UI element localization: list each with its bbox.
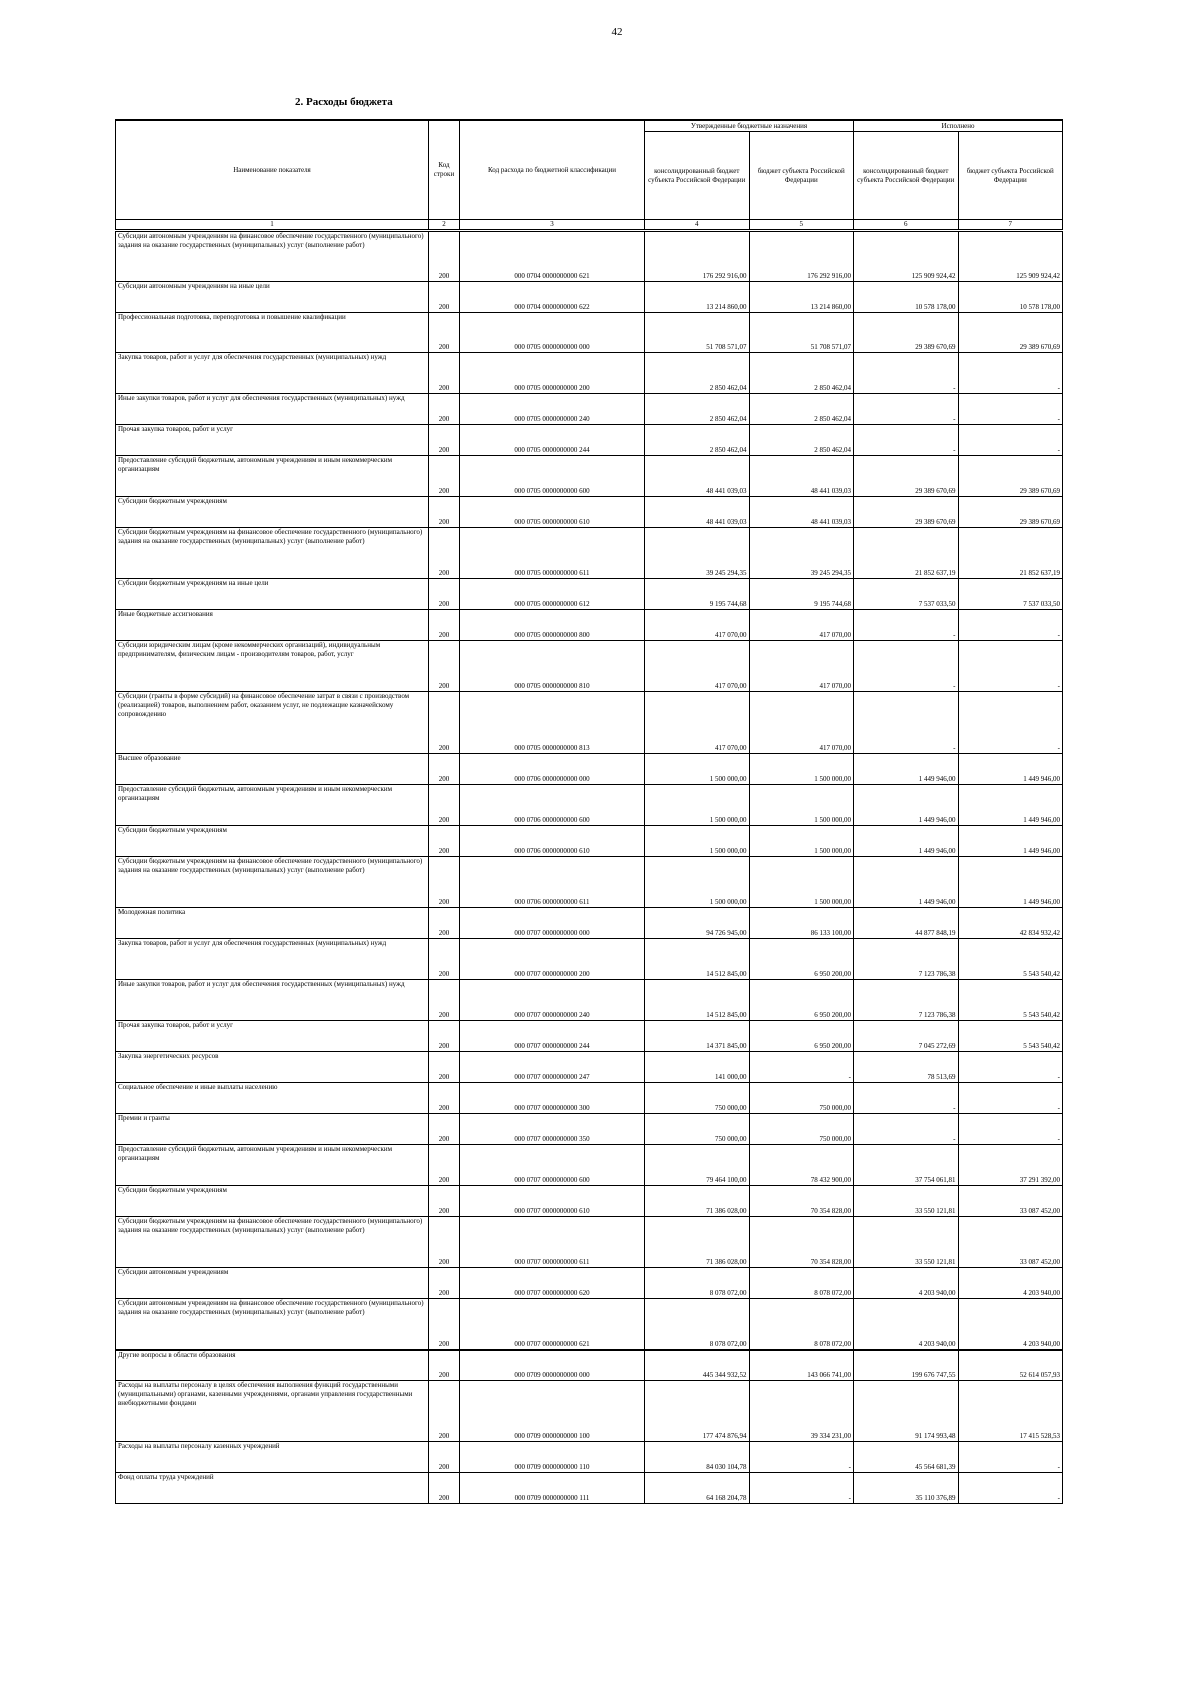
row-approved-subject: -	[749, 1052, 854, 1083]
row-kbk: 000 0709 0000000000 000	[460, 1350, 645, 1381]
column-number: 4	[645, 220, 750, 231]
row-executed-consolidated: 45 564 681,39	[854, 1442, 959, 1473]
row-name: Молодежная политика	[116, 908, 429, 939]
table-row	[116, 857, 1063, 908]
row-kbk: 000 0707 0000000000 610	[460, 1186, 645, 1217]
header-kbk: Код расхода по бюджетной классификации	[460, 120, 645, 220]
row-approved-consolidated: 79 464 100,00	[645, 1145, 750, 1186]
row-kbk: 000 0705 0000000000 244	[460, 425, 645, 456]
row-kbk: 000 0707 0000000000 244	[460, 1021, 645, 1052]
row-executed-consolidated: 10 578 178,00	[854, 282, 959, 313]
row-approved-consolidated: 176 292 916,00	[645, 231, 750, 282]
table-row	[116, 1350, 1063, 1381]
row-name: Расходы на выплаты персоналу в целях обеспечения выполнения функций государственными (муниципальными) органами, казенными учреждениями, органами управления государственными внебюджетными фондами	[116, 1381, 429, 1442]
row-executed-consolidated: 35 110 376,89	[854, 1473, 959, 1504]
row-executed-consolidated: 1 449 946,00	[854, 754, 959, 785]
row-name: Закупка товаров, работ и услуг для обеспечения государственных (муниципальных) нужд	[116, 939, 429, 980]
row-line-code: 200	[429, 1381, 460, 1442]
row-executed-consolidated: 1 449 946,00	[854, 826, 959, 857]
row-approved-subject: 6 950 200,00	[749, 1021, 854, 1052]
row-line-code: 200	[429, 1083, 460, 1114]
row-line-code: 200	[429, 1299, 460, 1350]
row-approved-consolidated: 750 000,00	[645, 1083, 750, 1114]
row-executed-consolidated: 4 203 940,00	[854, 1268, 959, 1299]
row-approved-consolidated: 64 168 204,78	[645, 1473, 750, 1504]
table-row	[116, 641, 1063, 692]
column-number: 1	[116, 220, 429, 231]
row-approved-subject: 8 078 072,00	[749, 1268, 854, 1299]
row-name: Субсидии бюджетным учреждениям	[116, 826, 429, 857]
table-row	[116, 313, 1063, 353]
row-approved-consolidated: 2 850 462,04	[645, 425, 750, 456]
row-executed-subject: 10 578 178,00	[958, 282, 1063, 313]
row-approved-consolidated: 48 441 039,03	[645, 497, 750, 528]
row-executed-subject: 29 389 670,69	[958, 497, 1063, 528]
row-approved-subject: 2 850 462,04	[749, 425, 854, 456]
row-kbk: 000 0704 0000000000 622	[460, 282, 645, 313]
row-executed-subject: 37 291 392,00	[958, 1145, 1063, 1186]
table-row	[116, 1217, 1063, 1268]
table-row	[116, 394, 1063, 425]
header-approved-group: Утвержденные бюджетные назначения	[645, 120, 854, 132]
row-executed-subject: 125 909 924,42	[958, 231, 1063, 282]
table-row	[116, 1473, 1063, 1504]
row-line-code: 200	[429, 1186, 460, 1217]
row-name: Премии и гранты	[116, 1114, 429, 1145]
row-name: Расходы на выплаты персоналу казенных учреждений	[116, 1442, 429, 1473]
row-approved-subject: 1 500 000,00	[749, 754, 854, 785]
table-row	[116, 579, 1063, 610]
row-name: Профессиональная подготовка, переподготовка и повышение квалификации	[116, 313, 429, 353]
row-executed-consolidated: 125 909 924,42	[854, 231, 959, 282]
row-line-code: 200	[429, 641, 460, 692]
row-executed-subject: 33 087 452,00	[958, 1217, 1063, 1268]
row-name: Иные бюджетные ассигнования	[116, 610, 429, 641]
row-executed-consolidated: 29 389 670,69	[854, 313, 959, 353]
row-name: Фонд оплаты труда учреждений	[116, 1473, 429, 1504]
row-approved-consolidated: 1 500 000,00	[645, 857, 750, 908]
row-executed-subject: 4 203 940,00	[958, 1299, 1063, 1350]
row-kbk: 000 0705 0000000000 611	[460, 528, 645, 579]
row-name: Субсидии бюджетным учреждениям	[116, 497, 429, 528]
row-approved-consolidated: 9 195 744,68	[645, 579, 750, 610]
row-approved-subject: 51 708 571,07	[749, 313, 854, 353]
row-approved-subject: 6 950 200,00	[749, 980, 854, 1021]
row-executed-subject: -	[958, 1114, 1063, 1145]
row-executed-consolidated: -	[854, 1083, 959, 1114]
row-kbk: 000 0705 0000000000 610	[460, 497, 645, 528]
row-line-code: 200	[429, 908, 460, 939]
row-kbk: 000 0705 0000000000 600	[460, 456, 645, 497]
row-approved-subject: 2 850 462,04	[749, 394, 854, 425]
row-kbk: 000 0705 0000000000 000	[460, 313, 645, 353]
row-approved-consolidated: 14 512 845,00	[645, 939, 750, 980]
row-executed-consolidated: 7 123 786,38	[854, 939, 959, 980]
row-approved-subject: 39 245 294,35	[749, 528, 854, 579]
row-kbk: 000 0705 0000000000 800	[460, 610, 645, 641]
row-line-code: 200	[429, 826, 460, 857]
row-name: Субсидии бюджетным учреждениям на финансовое обеспечение государственного (муниципального) задания на оказание государственных (муниципальных) услуг (выполнение работ)	[116, 528, 429, 579]
table-row	[116, 1442, 1063, 1473]
row-line-code: 200	[429, 692, 460, 754]
row-name: Субсидии (гранты в форме субсидий) на финансовое обеспечение затрат в связи с производством (реализацией) товаров, выполнением работ, оказанием услуг, не подлежащие казначейскому сопровождению	[116, 692, 429, 754]
row-executed-subject: -	[958, 1442, 1063, 1473]
row-kbk: 000 0707 0000000000 621	[460, 1299, 645, 1350]
row-executed-subject: -	[958, 394, 1063, 425]
row-executed-consolidated: 1 449 946,00	[854, 785, 959, 826]
table-row	[116, 939, 1063, 980]
row-approved-consolidated: 8 078 072,00	[645, 1299, 750, 1350]
row-approved-subject: 48 441 039,03	[749, 497, 854, 528]
row-executed-consolidated: -	[854, 353, 959, 394]
row-executed-subject: 29 389 670,69	[958, 456, 1063, 497]
table-row	[116, 1299, 1063, 1350]
table-row	[116, 1268, 1063, 1299]
table-row	[116, 1186, 1063, 1217]
row-name: Предоставление субсидий бюджетным, автономным учреждениям и иным некоммерческим организациям	[116, 456, 429, 497]
row-approved-subject: 48 441 039,03	[749, 456, 854, 497]
row-approved-consolidated: 8 078 072,00	[645, 1268, 750, 1299]
row-line-code: 200	[429, 394, 460, 425]
row-line-code: 200	[429, 939, 460, 980]
row-name: Предоставление субсидий бюджетным, автономным учреждениям и иным некоммерческим организациям	[116, 785, 429, 826]
row-line-code: 200	[429, 1021, 460, 1052]
row-line-code: 200	[429, 353, 460, 394]
row-approved-subject: 6 950 200,00	[749, 939, 854, 980]
row-kbk: 000 0706 0000000000 610	[460, 826, 645, 857]
header-line-code: Код строки	[429, 120, 460, 220]
row-executed-consolidated: -	[854, 425, 959, 456]
row-kbk: 000 0706 0000000000 600	[460, 785, 645, 826]
row-executed-subject: -	[958, 1052, 1063, 1083]
row-name: Прочая закупка товаров, работ и услуг	[116, 1021, 429, 1052]
row-name: Субсидии бюджетным учреждениям	[116, 1186, 429, 1217]
row-kbk: 000 0707 0000000000 620	[460, 1268, 645, 1299]
row-executed-consolidated: 33 550 121,81	[854, 1217, 959, 1268]
row-kbk: 000 0705 0000000000 240	[460, 394, 645, 425]
table-row	[116, 497, 1063, 528]
row-line-code: 200	[429, 1473, 460, 1504]
row-approved-subject: 750 000,00	[749, 1114, 854, 1145]
row-executed-consolidated: 7 045 272,69	[854, 1021, 959, 1052]
row-kbk: 000 0706 0000000000 000	[460, 754, 645, 785]
row-approved-consolidated: 71 386 028,00	[645, 1217, 750, 1268]
table-row	[116, 1381, 1063, 1442]
row-kbk: 000 0707 0000000000 200	[460, 939, 645, 980]
row-kbk: 000 0707 0000000000 611	[460, 1217, 645, 1268]
row-executed-consolidated: -	[854, 394, 959, 425]
row-approved-consolidated: 1 500 000,00	[645, 785, 750, 826]
row-approved-consolidated: 2 850 462,04	[645, 353, 750, 394]
table-row	[116, 456, 1063, 497]
row-executed-consolidated: -	[854, 610, 959, 641]
row-approved-consolidated: 445 344 932,52	[645, 1350, 750, 1381]
row-approved-subject: -	[749, 1473, 854, 1504]
row-kbk: 000 0709 0000000000 100	[460, 1381, 645, 1442]
column-number: 6	[854, 220, 959, 231]
row-executed-subject: 4 203 940,00	[958, 1268, 1063, 1299]
row-approved-subject: 78 432 900,00	[749, 1145, 854, 1186]
row-approved-subject: 86 133 100,00	[749, 908, 854, 939]
header-approved-subject: бюджет субъекта Российской Федерации	[749, 132, 854, 220]
row-executed-subject: 5 543 540,42	[958, 980, 1063, 1021]
row-line-code: 200	[429, 1217, 460, 1268]
row-executed-consolidated: 91 174 993,48	[854, 1381, 959, 1442]
row-approved-subject: 143 066 741,00	[749, 1350, 854, 1381]
row-executed-subject: -	[958, 425, 1063, 456]
row-approved-subject: 2 850 462,04	[749, 353, 854, 394]
row-executed-consolidated: 33 550 121,81	[854, 1186, 959, 1217]
row-line-code: 200	[429, 1114, 460, 1145]
row-approved-subject: 70 354 828,00	[749, 1217, 854, 1268]
row-approved-consolidated: 750 000,00	[645, 1114, 750, 1145]
row-kbk: 000 0706 0000000000 611	[460, 857, 645, 908]
row-approved-consolidated: 39 245 294,35	[645, 528, 750, 579]
row-approved-consolidated: 48 441 039,03	[645, 456, 750, 497]
row-approved-consolidated: 13 214 860,00	[645, 282, 750, 313]
column-number: 5	[749, 220, 854, 231]
header-name: Наименование показателя	[116, 120, 429, 220]
row-executed-subject: 1 449 946,00	[958, 785, 1063, 826]
row-approved-consolidated: 1 500 000,00	[645, 826, 750, 857]
row-kbk: 000 0705 0000000000 813	[460, 692, 645, 754]
row-kbk: 000 0705 0000000000 810	[460, 641, 645, 692]
row-approved-consolidated: 94 726 945,00	[645, 908, 750, 939]
table-row	[116, 980, 1063, 1021]
row-name: Субсидии бюджетным учреждениям на финансовое обеспечение государственного (муниципального) задания на оказание государственных (муниципальных) услуг (выполнение работ)	[116, 857, 429, 908]
row-line-code: 200	[429, 1268, 460, 1299]
row-approved-consolidated: 51 708 571,07	[645, 313, 750, 353]
row-kbk: 000 0707 0000000000 300	[460, 1083, 645, 1114]
page-number: 42	[611, 26, 623, 38]
row-line-code: 200	[429, 980, 460, 1021]
row-executed-consolidated: 21 852 637,19	[854, 528, 959, 579]
row-approved-consolidated: 71 386 028,00	[645, 1186, 750, 1217]
row-line-code: 200	[429, 1350, 460, 1381]
column-number: 7	[958, 220, 1063, 231]
table-row	[116, 785, 1063, 826]
row-executed-subject: 29 389 670,69	[958, 313, 1063, 353]
row-line-code: 200	[429, 497, 460, 528]
row-executed-consolidated: 7 537 033,50	[854, 579, 959, 610]
row-executed-consolidated: 7 123 786,38	[854, 980, 959, 1021]
row-name: Закупка энергетических ресурсов	[116, 1052, 429, 1083]
row-approved-subject: 750 000,00	[749, 1083, 854, 1114]
row-name: Субсидии бюджетным учреждениям на финансовое обеспечение государственного (муниципального) задания на оказание государственных (муниципальных) услуг (выполнение работ)	[116, 1217, 429, 1268]
row-line-code: 200	[429, 1442, 460, 1473]
row-executed-consolidated: -	[854, 692, 959, 754]
expenses-table	[115, 119, 1063, 1504]
row-executed-subject: 7 537 033,50	[958, 579, 1063, 610]
row-approved-subject: 417 070,00	[749, 692, 854, 754]
table-row	[116, 610, 1063, 641]
row-executed-subject: -	[958, 641, 1063, 692]
row-name: Предоставление субсидий бюджетным, автономным учреждениям и иным некоммерческим организациям	[116, 1145, 429, 1186]
row-executed-consolidated: 29 389 670,69	[854, 456, 959, 497]
row-approved-subject: 417 070,00	[749, 610, 854, 641]
row-approved-subject: 176 292 916,00	[749, 231, 854, 282]
row-executed-subject: 52 614 057,93	[958, 1350, 1063, 1381]
row-kbk: 000 0707 0000000000 350	[460, 1114, 645, 1145]
row-name: Субсидии бюджетным учреждениям на иные цели	[116, 579, 429, 610]
row-approved-consolidated: 417 070,00	[645, 692, 750, 754]
table-row	[116, 1021, 1063, 1052]
row-executed-consolidated: -	[854, 641, 959, 692]
row-approved-subject: 1 500 000,00	[749, 826, 854, 857]
row-line-code: 200	[429, 231, 460, 282]
table-row	[116, 1145, 1063, 1186]
table-row	[116, 425, 1063, 456]
row-line-code: 200	[429, 857, 460, 908]
row-line-code: 200	[429, 456, 460, 497]
row-line-code: 200	[429, 282, 460, 313]
row-name: Другие вопросы в области образования	[116, 1350, 429, 1381]
row-executed-consolidated: -	[854, 1114, 959, 1145]
row-approved-consolidated: 417 070,00	[645, 610, 750, 641]
row-approved-consolidated: 14 371 845,00	[645, 1021, 750, 1052]
row-line-code: 200	[429, 610, 460, 641]
row-kbk: 000 0707 0000000000 600	[460, 1145, 645, 1186]
row-name: Субсидии автономным учреждениям на финансовое обеспечение государственного (муниципального) задания на оказание государственных (муниципальных) услуг (выполнение работ)	[116, 231, 429, 282]
row-executed-subject: 17 415 528,53	[958, 1381, 1063, 1442]
row-approved-consolidated: 14 512 845,00	[645, 980, 750, 1021]
row-executed-subject: 5 543 540,42	[958, 939, 1063, 980]
row-approved-subject: 1 500 000,00	[749, 857, 854, 908]
row-line-code: 200	[429, 754, 460, 785]
table-row	[116, 231, 1063, 282]
row-name: Высшее образование	[116, 754, 429, 785]
table-row	[116, 1083, 1063, 1114]
table-body	[116, 231, 1063, 1504]
table-row	[116, 908, 1063, 939]
row-approved-subject: 1 500 000,00	[749, 785, 854, 826]
row-name: Закупка товаров, работ и услуг для обеспечения государственных (муниципальных) нужд	[116, 353, 429, 394]
row-kbk: 000 0707 0000000000 000	[460, 908, 645, 939]
row-approved-consolidated: 2 850 462,04	[645, 394, 750, 425]
table-row	[116, 353, 1063, 394]
header-approved-consolidated: консолидированный бюджет субъекта Российской Федерации	[645, 132, 750, 220]
row-approved-subject: 70 354 828,00	[749, 1186, 854, 1217]
row-executed-subject: 5 543 540,42	[958, 1021, 1063, 1052]
row-name: Социальное обеспечение и иные выплаты населению	[116, 1083, 429, 1114]
row-name: Субсидии автономным учреждениям на иные цели	[116, 282, 429, 313]
row-name: Субсидии юридическим лицам (кроме некоммерческих организаций), индивидуальным предпринимателям, физическим лицам - производителям товаров, работ, услуг	[116, 641, 429, 692]
row-executed-subject: 33 087 452,00	[958, 1186, 1063, 1217]
row-kbk: 000 0705 0000000000 612	[460, 579, 645, 610]
table-row	[116, 1052, 1063, 1083]
row-kbk: 000 0705 0000000000 200	[460, 353, 645, 394]
row-kbk: 000 0707 0000000000 247	[460, 1052, 645, 1083]
row-executed-consolidated: 78 513,69	[854, 1052, 959, 1083]
row-name: Субсидии автономным учреждениям на финансовое обеспечение государственного (муниципального) задания на оказание государственных (муниципальных) услуг (выполнение работ)	[116, 1299, 429, 1350]
row-executed-subject: -	[958, 1083, 1063, 1114]
row-line-code: 200	[429, 785, 460, 826]
row-kbk: 000 0704 0000000000 621	[460, 231, 645, 282]
table-row	[116, 826, 1063, 857]
header-executed-consolidated: консолидированный бюджет субъекта Российской Федерации	[854, 132, 959, 220]
row-executed-consolidated: 44 877 848,19	[854, 908, 959, 939]
row-approved-consolidated: 1 500 000,00	[645, 754, 750, 785]
column-number: 3	[460, 220, 645, 231]
header-executed-group: Исполнено	[854, 120, 1063, 132]
row-name: Иные закупки товаров, работ и услуг для обеспечения государственных (муниципальных) нужд	[116, 980, 429, 1021]
row-approved-consolidated: 177 474 876,94	[645, 1381, 750, 1442]
row-executed-subject: 1 449 946,00	[958, 826, 1063, 857]
section-title: 2. Расходы бюджета	[295, 96, 393, 108]
row-name: Иные закупки товаров, работ и услуг для обеспечения государственных (муниципальных) нужд	[116, 394, 429, 425]
row-kbk: 000 0709 0000000000 111	[460, 1473, 645, 1504]
row-executed-subject: 21 852 637,19	[958, 528, 1063, 579]
table-row	[116, 1114, 1063, 1145]
row-approved-subject: 39 334 231,00	[749, 1381, 854, 1442]
header-executed-subject: бюджет субъекта Российской Федерации	[958, 132, 1063, 220]
row-executed-subject: -	[958, 353, 1063, 394]
row-executed-subject: 42 834 932,42	[958, 908, 1063, 939]
row-approved-subject: 9 195 744,68	[749, 579, 854, 610]
row-name: Субсидии автономным учреждениям	[116, 1268, 429, 1299]
row-executed-subject: -	[958, 610, 1063, 641]
row-executed-subject: -	[958, 1473, 1063, 1504]
row-approved-subject: -	[749, 1442, 854, 1473]
row-approved-consolidated: 84 030 104,78	[645, 1442, 750, 1473]
row-approved-subject: 417 070,00	[749, 641, 854, 692]
row-executed-consolidated: 29 389 670,69	[854, 497, 959, 528]
column-number: 2	[429, 220, 460, 231]
row-line-code: 200	[429, 425, 460, 456]
row-kbk: 000 0707 0000000000 240	[460, 980, 645, 1021]
row-executed-subject: 1 449 946,00	[958, 754, 1063, 785]
row-line-code: 200	[429, 579, 460, 610]
table-row	[116, 692, 1063, 754]
row-kbk: 000 0709 0000000000 110	[460, 1442, 645, 1473]
table-row	[116, 754, 1063, 785]
row-executed-consolidated: 4 203 940,00	[854, 1299, 959, 1350]
row-executed-consolidated: 37 754 061,81	[854, 1145, 959, 1186]
row-approved-subject: 13 214 860,00	[749, 282, 854, 313]
row-line-code: 200	[429, 1145, 460, 1186]
row-executed-subject: -	[958, 692, 1063, 754]
table-row	[116, 282, 1063, 313]
row-line-code: 200	[429, 528, 460, 579]
row-executed-consolidated: 199 676 747,55	[854, 1350, 959, 1381]
row-approved-subject: 8 078 072,00	[749, 1299, 854, 1350]
row-approved-consolidated: 417 070,00	[645, 641, 750, 692]
row-line-code: 200	[429, 313, 460, 353]
row-approved-consolidated: 141 000,00	[645, 1052, 750, 1083]
row-line-code: 200	[429, 1052, 460, 1083]
row-executed-subject: 1 449 946,00	[958, 857, 1063, 908]
row-executed-consolidated: 1 449 946,00	[854, 857, 959, 908]
table-row	[116, 528, 1063, 579]
row-name: Прочая закупка товаров, работ и услуг	[116, 425, 429, 456]
